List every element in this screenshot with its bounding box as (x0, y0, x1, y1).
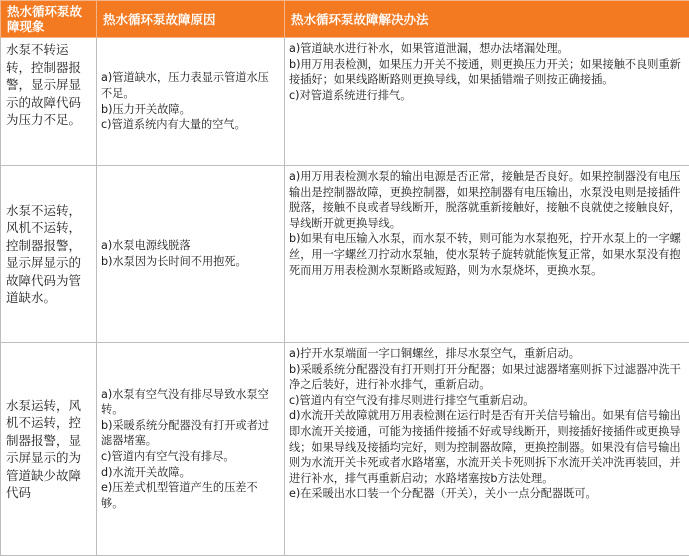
cause-item: a)管道缺水，压力表显示管道水压不足。 (101, 70, 280, 101)
header-cause: 热水循环泵故障原因 (97, 1, 285, 38)
cause-cell (97, 38, 285, 166)
cause-item: c)管道内有空气没有排尽。 (101, 449, 280, 465)
cause-item: d)水流开关故障。 (101, 465, 280, 481)
solution-item: c)管道内有空气没有排尽则进行排空气重新启动。 (289, 393, 685, 409)
header-symptom: 热水循环泵故障现象 (1, 1, 97, 38)
cause-item: b)采暖系统分配器没有打开或者过滤器堵塞。 (101, 418, 280, 449)
solution-cell (285, 343, 689, 556)
solution-item: d)水流开关故障就用万用表检测在运行时是否有开关信号输出。如果有信号输出即水流开关接通，可能为接插件接插不好或导线断开，则接插好接插件或更换导线；如果导线及接插均完好，则为控制器故障，更换控制器。如果没有信号输出则为水流开关卡死或者水路堵塞，水流开关卡死则拆下水流开关冲洗再装回，并进行补水，排气再重新启动；水路堵塞按b方法处理。 (289, 408, 685, 486)
solution-cell (285, 166, 689, 343)
table-row (1, 343, 689, 556)
table-row (1, 38, 689, 166)
solution-item: b)采暖系统分配器没有打开则打开分配器；如果过滤器堵塞则拆下过滤器冲洗干净之后装好，进行补水排气，重新启动。 (289, 362, 685, 393)
header-row (1, 1, 689, 38)
cause-item: e)压差式机型管道产生的压差不够。 (101, 480, 280, 511)
solution-item: a)管道缺水进行补水，如果管道泄漏，想办法堵漏处理。 (289, 41, 685, 57)
solution-item: a)拧开水泵端面一字口铜螺丝，排尽水泵空气，重新启动。 (289, 346, 685, 362)
symptom-cell: 水泵不运转，风机不运转，控制器报警，显示屏显示的故障代码为管道缺水。 (1, 166, 97, 343)
cause-cell (97, 343, 285, 556)
header-solution: 热水循环泵故障解决办法 (285, 1, 689, 38)
cause-item: b)压力开关故障。 (101, 102, 280, 118)
cause-item: b)水泵因为长时间不用抱死。 (101, 254, 280, 270)
cause-item: c)管道系统内有大量的空气。 (101, 117, 280, 133)
solution-item: b)用万用表检测，如果压力开关不接通，则更换压力开关；如果接触不良则重新接插好；如果线路断路则更换导线，如果插错端子则按正确接插。 (289, 57, 685, 88)
table-row (1, 166, 689, 343)
solution-item: a)用万用表检测水泵的输出电源是否正常，接触是否良好。如果控制器没有电压输出是控制器故障，更换控制器，如果控制器有电压输出，水泵没电则是接插件脱落，接触不良或者导线断开，脱落就重新接触好，接触不良就使之接触良好，导线断开就更换导线。 (289, 169, 685, 231)
solution-item: b)如果有电压输入水泵，而水泵不转，则可能为水泵抱死，拧开水泵上的一字螺丝，用一字螺丝刀拧动水泵轴，使水泵转子旋转就能恢复正常，如果水泵没有抱死而用万用表检测水泵断路或短路，则为水泵烧坏，更换水泵。 (289, 231, 685, 278)
cause-item: a)水泵电源线脱落 (101, 238, 280, 254)
symptom-cell: 水泵运转，风机不运转，控制器报警，显示屏显示的为管道缺少故障代码 (1, 343, 97, 556)
cause-item: a)水泵有空气没有排尽导致水泵空转。 (101, 387, 280, 418)
symptom-cell: 水泵不转运转，控制器报警，显示屏显示的故障代码为压力不足。 (1, 38, 97, 166)
solution-cell (285, 38, 689, 166)
solution-item: e)在采暖出水口装一个分配器（开关），关小一点分配器既可。 (289, 486, 685, 502)
cause-cell (97, 166, 285, 343)
solution-item: c)对管道系统进行排气。 (289, 88, 685, 104)
